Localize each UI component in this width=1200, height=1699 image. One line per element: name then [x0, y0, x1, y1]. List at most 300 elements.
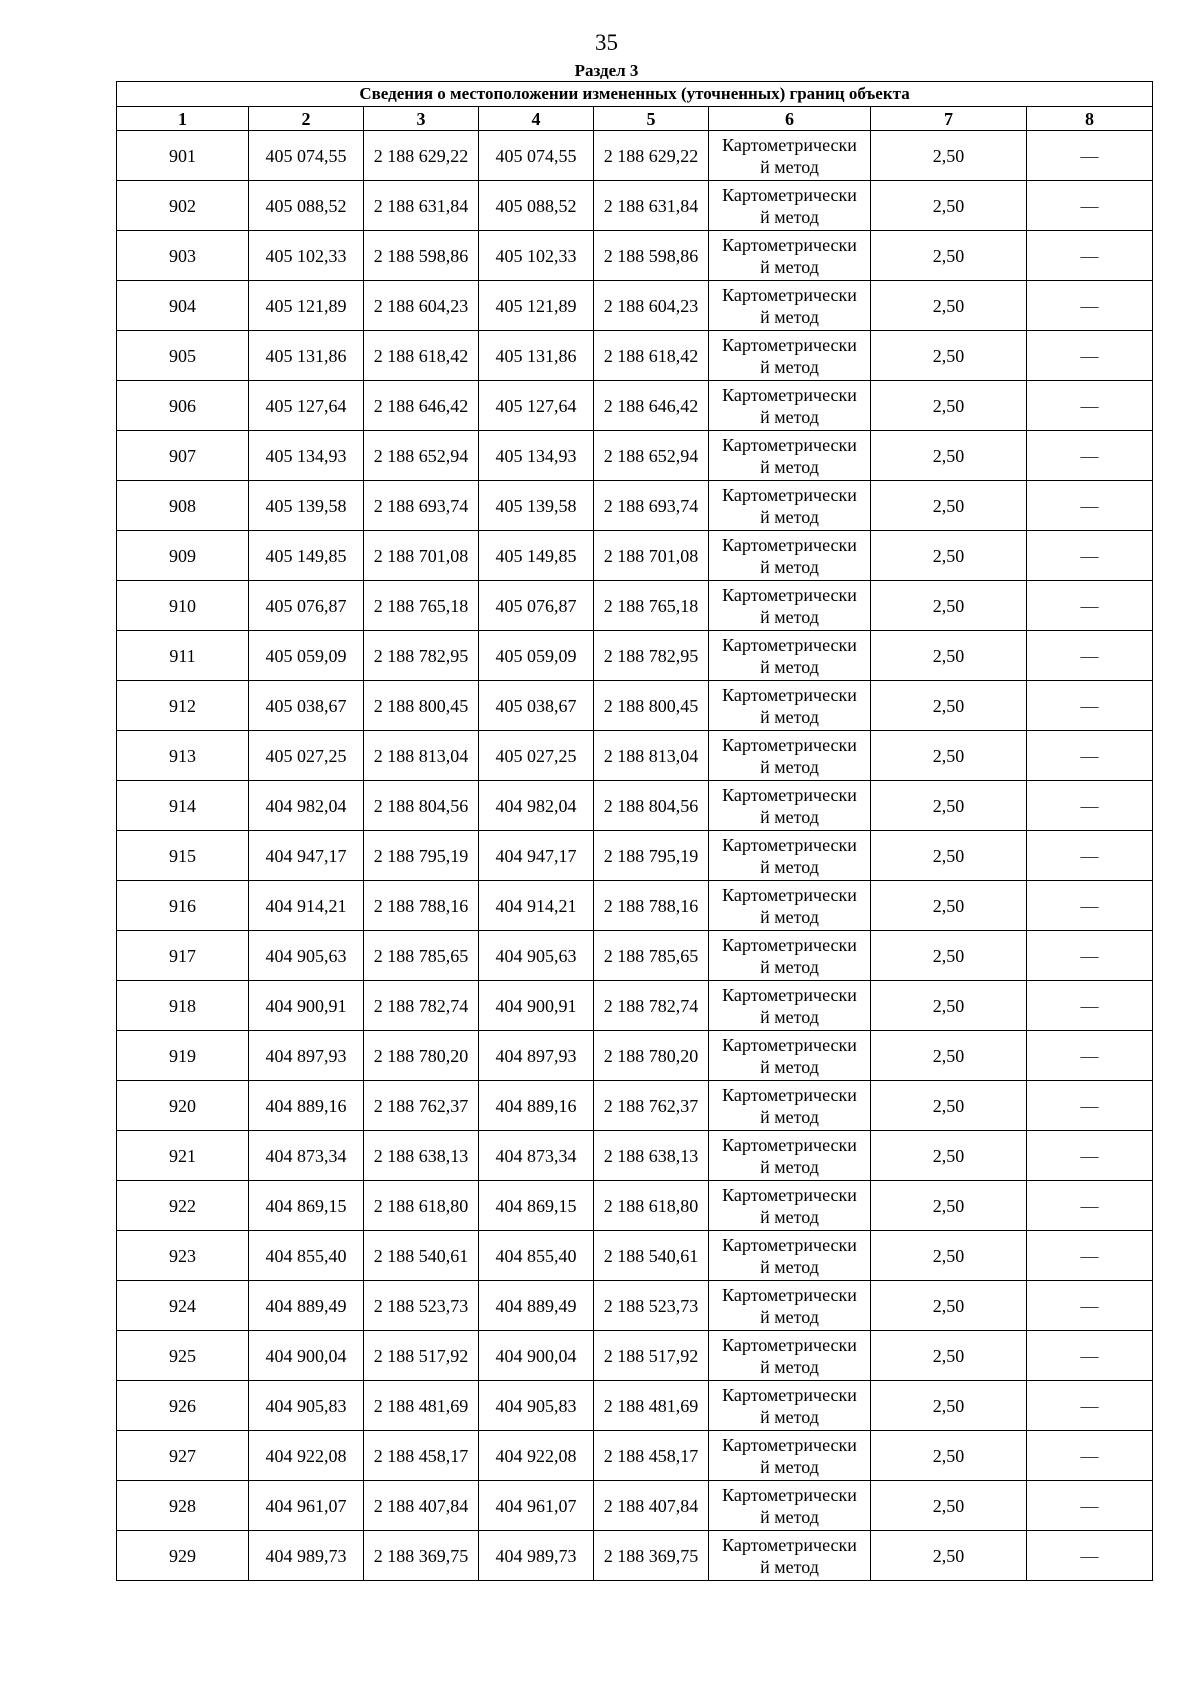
- y-coordinate-old-cell: 2 188 631,84: [364, 181, 479, 231]
- method-text-line: й метод: [760, 156, 819, 177]
- y-coordinate-new-cell: 2 188 629,22: [594, 131, 709, 181]
- method-text-line: й метод: [760, 756, 819, 777]
- method-text-line: й метод: [760, 1056, 819, 1077]
- y-coordinate-new-cell: 2 188 598,86: [594, 231, 709, 281]
- point-number-cell: 928: [117, 1481, 249, 1531]
- point-number-cell: 909: [117, 531, 249, 581]
- y-coordinate-old-cell: 2 188 604,23: [364, 281, 479, 331]
- y-coordinate-new-cell: 2 188 369,75: [594, 1531, 709, 1581]
- method-cell: [709, 781, 871, 831]
- note-cell: —: [1027, 781, 1153, 831]
- method-text-line: й метод: [760, 1006, 819, 1027]
- x-coordinate-old-cell: 405 088,52: [249, 181, 364, 231]
- method-text-line: Картометрически: [722, 434, 857, 455]
- accuracy-cell: 2,50: [871, 581, 1027, 631]
- method-cell: [709, 531, 871, 581]
- note-cell: —: [1027, 731, 1153, 781]
- column-header: 8: [1027, 107, 1153, 131]
- method-text-line: Картометрически: [722, 584, 857, 605]
- note-cell: —: [1027, 1231, 1153, 1281]
- y-coordinate-new-cell: 2 188 523,73: [594, 1281, 709, 1331]
- method-cell: [709, 381, 871, 431]
- y-coordinate-old-cell: 2 188 765,18: [364, 581, 479, 631]
- x-coordinate-old-cell: 404 989,73: [249, 1531, 364, 1581]
- method-cell: [709, 1531, 871, 1581]
- note-cell: —: [1027, 1381, 1153, 1431]
- x-coordinate-old-cell: 404 914,21: [249, 881, 364, 931]
- accuracy-cell: 2,50: [871, 531, 1027, 581]
- point-number-cell: 919: [117, 1031, 249, 1081]
- method-text-line: Картометрически: [722, 1084, 857, 1105]
- method-cell: [709, 1131, 871, 1181]
- y-coordinate-new-cell: 2 188 813,04: [594, 731, 709, 781]
- x-coordinate-old-cell: 404 869,15: [249, 1181, 364, 1231]
- x-coordinate-old-cell: 404 905,83: [249, 1381, 364, 1431]
- y-coordinate-new-cell: 2 188 762,37: [594, 1081, 709, 1131]
- x-coordinate-old-cell: 404 982,04: [249, 781, 364, 831]
- point-number-cell: 912: [117, 681, 249, 731]
- note-cell: —: [1027, 181, 1153, 231]
- x-coordinate-old-cell: 405 102,33: [249, 231, 364, 281]
- method-text-line: Картометрически: [722, 1034, 857, 1055]
- note-cell: —: [1027, 1031, 1153, 1081]
- note-cell: —: [1027, 581, 1153, 631]
- table-row: [117, 381, 1153, 431]
- method-text-line: й метод: [760, 1156, 819, 1177]
- method-cell: [709, 1031, 871, 1081]
- y-coordinate-old-cell: 2 188 762,37: [364, 1081, 479, 1131]
- table-row: [117, 281, 1153, 331]
- method-text-line: Картометрически: [722, 1284, 857, 1305]
- point-number-cell: 914: [117, 781, 249, 831]
- x-coordinate-new-cell: 404 900,91: [479, 981, 594, 1031]
- x-coordinate-new-cell: 404 889,16: [479, 1081, 594, 1131]
- x-coordinate-new-cell: 405 102,33: [479, 231, 594, 281]
- y-coordinate-new-cell: 2 188 631,84: [594, 181, 709, 231]
- x-coordinate-new-cell: 404 905,83: [479, 1381, 594, 1431]
- y-coordinate-new-cell: 2 188 701,08: [594, 531, 709, 581]
- column-header: 7: [871, 107, 1027, 131]
- x-coordinate-old-cell: 404 889,49: [249, 1281, 364, 1331]
- point-number-cell: 927: [117, 1431, 249, 1481]
- x-coordinate-new-cell: 404 982,04: [479, 781, 594, 831]
- note-cell: —: [1027, 431, 1153, 481]
- accuracy-cell: 2,50: [871, 381, 1027, 431]
- y-coordinate-old-cell: 2 188 618,80: [364, 1181, 479, 1231]
- accuracy-cell: 2,50: [871, 1231, 1027, 1281]
- method-text-line: Картометрически: [722, 1534, 857, 1555]
- x-coordinate-new-cell: 405 134,93: [479, 431, 594, 481]
- y-coordinate-old-cell: 2 188 804,56: [364, 781, 479, 831]
- table-row: [117, 981, 1153, 1031]
- y-coordinate-new-cell: 2 188 517,92: [594, 1331, 709, 1381]
- method-text-line: й метод: [760, 556, 819, 577]
- x-coordinate-old-cell: 405 131,86: [249, 331, 364, 381]
- y-coordinate-old-cell: 2 188 629,22: [364, 131, 479, 181]
- section-title: Раздел 3: [574, 61, 639, 80]
- x-coordinate-old-cell: 405 149,85: [249, 531, 364, 581]
- y-coordinate-new-cell: 2 188 481,69: [594, 1381, 709, 1431]
- y-coordinate-old-cell: 2 188 598,86: [364, 231, 479, 281]
- method-cell: [709, 1331, 871, 1381]
- x-coordinate-old-cell: 404 889,16: [249, 1081, 364, 1131]
- y-coordinate-new-cell: 2 188 652,94: [594, 431, 709, 481]
- x-coordinate-old-cell: 404 873,34: [249, 1131, 364, 1181]
- column-header: 5: [594, 107, 709, 131]
- page-number: 35: [595, 30, 618, 55]
- method-text-line: й метод: [760, 1256, 819, 1277]
- note-cell: —: [1027, 881, 1153, 931]
- x-coordinate-new-cell: 404 873,34: [479, 1131, 594, 1181]
- method-text-line: й метод: [760, 706, 819, 727]
- note-cell: —: [1027, 531, 1153, 581]
- method-text-line: Картометрически: [722, 1384, 857, 1405]
- accuracy-cell: 2,50: [871, 981, 1027, 1031]
- method-text-line: й метод: [760, 1406, 819, 1427]
- accuracy-cell: 2,50: [871, 1181, 1027, 1231]
- table-row: [117, 1381, 1153, 1431]
- point-number-cell: 910: [117, 581, 249, 631]
- x-coordinate-old-cell: 405 074,55: [249, 131, 364, 181]
- note-cell: —: [1027, 1431, 1153, 1481]
- method-cell: [709, 1431, 871, 1481]
- accuracy-cell: 2,50: [871, 731, 1027, 781]
- x-coordinate-old-cell: 404 905,63: [249, 931, 364, 981]
- method-cell: [709, 1381, 871, 1431]
- table-row: [117, 631, 1153, 681]
- method-text-line: Картометрически: [722, 134, 857, 155]
- y-coordinate-new-cell: 2 188 693,74: [594, 481, 709, 531]
- x-coordinate-old-cell: 405 139,58: [249, 481, 364, 531]
- accuracy-cell: 2,50: [871, 781, 1027, 831]
- x-coordinate-new-cell: 404 889,49: [479, 1281, 594, 1331]
- y-coordinate-new-cell: 2 188 540,61: [594, 1231, 709, 1281]
- x-coordinate-new-cell: 404 900,04: [479, 1331, 594, 1381]
- point-number-cell: 904: [117, 281, 249, 331]
- y-coordinate-old-cell: 2 188 782,74: [364, 981, 479, 1031]
- y-coordinate-old-cell: 2 188 458,17: [364, 1431, 479, 1481]
- y-coordinate-new-cell: 2 188 800,45: [594, 681, 709, 731]
- y-coordinate-old-cell: 2 188 646,42: [364, 381, 479, 431]
- table-row: [117, 831, 1153, 881]
- y-coordinate-old-cell: 2 188 652,94: [364, 431, 479, 481]
- method-text-line: Картометрически: [722, 784, 857, 805]
- accuracy-cell: 2,50: [871, 1531, 1027, 1581]
- y-coordinate-new-cell: 2 188 788,16: [594, 881, 709, 931]
- method-text-line: Картометрически: [722, 734, 857, 755]
- y-coordinate-old-cell: 2 188 540,61: [364, 1231, 479, 1281]
- table-row: [117, 1531, 1153, 1581]
- method-text-line: Картометрически: [722, 384, 857, 405]
- table-row: [117, 231, 1153, 281]
- point-number-cell: 926: [117, 1381, 249, 1431]
- point-number-cell: 918: [117, 981, 249, 1031]
- table-row: [117, 781, 1153, 831]
- table-row: [117, 1131, 1153, 1181]
- y-coordinate-new-cell: 2 188 407,84: [594, 1481, 709, 1531]
- y-coordinate-old-cell: 2 188 523,73: [364, 1281, 479, 1331]
- table-row: [117, 1281, 1153, 1331]
- note-cell: —: [1027, 681, 1153, 731]
- method-cell: [709, 181, 871, 231]
- method-cell: [709, 431, 871, 481]
- method-text-line: й метод: [760, 406, 819, 427]
- note-cell: —: [1027, 1181, 1153, 1231]
- accuracy-cell: 2,50: [871, 1081, 1027, 1131]
- table-caption: Сведения о местоположении измененных (уточненных) границ объекта: [117, 82, 1153, 107]
- x-coordinate-new-cell: 405 127,64: [479, 381, 594, 431]
- point-number-cell: 903: [117, 231, 249, 281]
- column-header: 1: [117, 107, 249, 131]
- method-text-line: Картометрически: [722, 634, 857, 655]
- table-row: [117, 1331, 1153, 1381]
- accuracy-cell: 2,50: [871, 431, 1027, 481]
- table-row: [117, 581, 1153, 631]
- table-row: [117, 531, 1153, 581]
- method-text-line: Картометрически: [722, 1184, 857, 1205]
- x-coordinate-old-cell: 404 900,04: [249, 1331, 364, 1381]
- x-coordinate-new-cell: 405 027,25: [479, 731, 594, 781]
- method-cell: [709, 231, 871, 281]
- method-text-line: Картометрически: [722, 684, 857, 705]
- y-coordinate-new-cell: 2 188 458,17: [594, 1431, 709, 1481]
- method-cell: [709, 881, 871, 931]
- x-coordinate-new-cell: 404 914,21: [479, 881, 594, 931]
- x-coordinate-new-cell: 405 139,58: [479, 481, 594, 531]
- x-coordinate-old-cell: 405 027,25: [249, 731, 364, 781]
- method-text-line: Картометрически: [722, 534, 857, 555]
- accuracy-cell: 2,50: [871, 331, 1027, 381]
- note-cell: —: [1027, 1331, 1153, 1381]
- method-cell: [709, 1231, 871, 1281]
- y-coordinate-new-cell: 2 188 638,13: [594, 1131, 709, 1181]
- y-coordinate-old-cell: 2 188 795,19: [364, 831, 479, 881]
- method-cell: [709, 131, 871, 181]
- x-coordinate-old-cell: 404 922,08: [249, 1431, 364, 1481]
- point-number-cell: 913: [117, 731, 249, 781]
- y-coordinate-new-cell: 2 188 780,20: [594, 1031, 709, 1081]
- note-cell: —: [1027, 231, 1153, 281]
- method-text-line: Картометрически: [722, 484, 857, 505]
- accuracy-cell: 2,50: [871, 281, 1027, 331]
- table-row: [117, 1481, 1153, 1531]
- point-number-cell: 917: [117, 931, 249, 981]
- accuracy-cell: 2,50: [871, 231, 1027, 281]
- method-text-line: й метод: [760, 306, 819, 327]
- accuracy-cell: 2,50: [871, 131, 1027, 181]
- y-coordinate-new-cell: 2 188 646,42: [594, 381, 709, 431]
- method-text-line: й метод: [760, 256, 819, 277]
- method-cell: [709, 331, 871, 381]
- method-text-line: й метод: [760, 456, 819, 477]
- method-text-line: й метод: [760, 1506, 819, 1527]
- boundary-coordinates-table: [116, 81, 1153, 1581]
- y-coordinate-old-cell: 2 188 782,95: [364, 631, 479, 681]
- method-text-line: Картометрически: [722, 1334, 857, 1355]
- x-coordinate-old-cell: 405 059,09: [249, 631, 364, 681]
- column-number-header-row: [117, 107, 1153, 131]
- y-coordinate-old-cell: 2 188 701,08: [364, 531, 479, 581]
- method-text-line: Картометрически: [722, 234, 857, 255]
- point-number-cell: 916: [117, 881, 249, 931]
- method-text-line: Картометрически: [722, 334, 857, 355]
- note-cell: —: [1027, 981, 1153, 1031]
- accuracy-cell: 2,50: [871, 681, 1027, 731]
- method-text-line: Картометрически: [722, 284, 857, 305]
- point-number-cell: 922: [117, 1181, 249, 1231]
- x-coordinate-new-cell: 404 989,73: [479, 1531, 594, 1581]
- method-text-line: й метод: [760, 1556, 819, 1577]
- y-coordinate-old-cell: 2 188 780,20: [364, 1031, 479, 1081]
- y-coordinate-old-cell: 2 188 369,75: [364, 1531, 479, 1581]
- column-header: 4: [479, 107, 594, 131]
- y-coordinate-old-cell: 2 188 481,69: [364, 1381, 479, 1431]
- method-text-line: й метод: [760, 1456, 819, 1477]
- method-cell: [709, 1181, 871, 1231]
- point-number-cell: 901: [117, 131, 249, 181]
- note-cell: —: [1027, 1481, 1153, 1531]
- y-coordinate-new-cell: 2 188 782,95: [594, 631, 709, 681]
- note-cell: —: [1027, 831, 1153, 881]
- y-coordinate-new-cell: 2 188 795,19: [594, 831, 709, 881]
- column-header: 3: [364, 107, 479, 131]
- method-cell: [709, 481, 871, 531]
- note-cell: —: [1027, 131, 1153, 181]
- method-text-line: й метод: [760, 1206, 819, 1227]
- column-header: 2: [249, 107, 364, 131]
- method-text-line: Картометрически: [722, 1484, 857, 1505]
- method-cell: [709, 1281, 871, 1331]
- method-cell: [709, 1481, 871, 1531]
- method-text-line: Картометрически: [722, 1134, 857, 1155]
- point-number-cell: 915: [117, 831, 249, 881]
- x-coordinate-new-cell: 405 059,09: [479, 631, 594, 681]
- x-coordinate-new-cell: 405 121,89: [479, 281, 594, 331]
- table-row: [117, 131, 1153, 181]
- y-coordinate-old-cell: 2 188 813,04: [364, 731, 479, 781]
- method-cell: [709, 631, 871, 681]
- table-row: [117, 431, 1153, 481]
- y-coordinate-new-cell: 2 188 618,42: [594, 331, 709, 381]
- method-cell: [709, 281, 871, 331]
- x-coordinate-new-cell: 404 869,15: [479, 1181, 594, 1231]
- method-cell: [709, 831, 871, 881]
- method-cell: [709, 681, 871, 731]
- accuracy-cell: 2,50: [871, 481, 1027, 531]
- note-cell: —: [1027, 631, 1153, 681]
- accuracy-cell: 2,50: [871, 1131, 1027, 1181]
- table-row: [117, 1031, 1153, 1081]
- method-text-line: й метод: [760, 606, 819, 627]
- x-coordinate-new-cell: 404 961,07: [479, 1481, 594, 1531]
- method-cell: [709, 981, 871, 1031]
- table-row: [117, 931, 1153, 981]
- note-cell: —: [1027, 281, 1153, 331]
- accuracy-cell: 2,50: [871, 1331, 1027, 1381]
- x-coordinate-new-cell: 405 038,67: [479, 681, 594, 731]
- method-text-line: й метод: [760, 206, 819, 227]
- accuracy-cell: 2,50: [871, 1431, 1027, 1481]
- y-coordinate-new-cell: 2 188 765,18: [594, 581, 709, 631]
- y-coordinate-old-cell: 2 188 785,65: [364, 931, 479, 981]
- x-coordinate-old-cell: 404 900,91: [249, 981, 364, 1031]
- accuracy-cell: 2,50: [871, 631, 1027, 681]
- method-text-line: й метод: [760, 956, 819, 977]
- method-text-line: й метод: [760, 656, 819, 677]
- y-coordinate-new-cell: 2 188 604,23: [594, 281, 709, 331]
- x-coordinate-new-cell: 404 855,40: [479, 1231, 594, 1281]
- accuracy-cell: 2,50: [871, 1031, 1027, 1081]
- accuracy-cell: 2,50: [871, 1381, 1027, 1431]
- method-text-line: Картометрически: [722, 1234, 857, 1255]
- x-coordinate-new-cell: 405 074,55: [479, 131, 594, 181]
- y-coordinate-new-cell: 2 188 785,65: [594, 931, 709, 981]
- method-text-line: й метод: [760, 1106, 819, 1127]
- x-coordinate-new-cell: 405 131,86: [479, 331, 594, 381]
- y-coordinate-old-cell: 2 188 407,84: [364, 1481, 479, 1531]
- method-text-line: Картометрически: [722, 884, 857, 905]
- x-coordinate-old-cell: 404 947,17: [249, 831, 364, 881]
- x-coordinate-new-cell: 405 088,52: [479, 181, 594, 231]
- method-cell: [709, 731, 871, 781]
- method-text-line: й метод: [760, 1356, 819, 1377]
- y-coordinate-new-cell: 2 188 804,56: [594, 781, 709, 831]
- table-row: [117, 1231, 1153, 1281]
- note-cell: —: [1027, 331, 1153, 381]
- y-coordinate-new-cell: 2 188 782,74: [594, 981, 709, 1031]
- x-coordinate-old-cell: 404 961,07: [249, 1481, 364, 1531]
- x-coordinate-new-cell: 404 897,93: [479, 1031, 594, 1081]
- x-coordinate-new-cell: 405 076,87: [479, 581, 594, 631]
- method-cell: [709, 1081, 871, 1131]
- table-row: [117, 1181, 1153, 1231]
- point-number-cell: 908: [117, 481, 249, 531]
- note-cell: —: [1027, 1081, 1153, 1131]
- note-cell: —: [1027, 481, 1153, 531]
- y-coordinate-old-cell: 2 188 788,16: [364, 881, 479, 931]
- method-text-line: Картометрически: [722, 834, 857, 855]
- method-text-line: Картометрически: [722, 1434, 857, 1455]
- y-coordinate-old-cell: 2 188 517,92: [364, 1331, 479, 1381]
- note-cell: —: [1027, 1531, 1153, 1581]
- x-coordinate-old-cell: 405 127,64: [249, 381, 364, 431]
- point-number-cell: 920: [117, 1081, 249, 1131]
- accuracy-cell: 2,50: [871, 181, 1027, 231]
- point-number-cell: 925: [117, 1331, 249, 1381]
- table-caption-row: [117, 82, 1153, 107]
- point-number-cell: 929: [117, 1531, 249, 1581]
- accuracy-cell: 2,50: [871, 1281, 1027, 1331]
- table-row: [117, 681, 1153, 731]
- table-row: [117, 1081, 1153, 1131]
- x-coordinate-old-cell: 405 121,89: [249, 281, 364, 331]
- column-header: 6: [709, 107, 871, 131]
- x-coordinate-old-cell: 405 038,67: [249, 681, 364, 731]
- point-number-cell: 923: [117, 1231, 249, 1281]
- x-coordinate-new-cell: 405 149,85: [479, 531, 594, 581]
- method-text-line: й метод: [760, 1306, 819, 1327]
- point-number-cell: 907: [117, 431, 249, 481]
- method-text-line: й метод: [760, 506, 819, 527]
- point-number-cell: 921: [117, 1131, 249, 1181]
- method-text-line: Картометрически: [722, 934, 857, 955]
- accuracy-cell: 2,50: [871, 1481, 1027, 1531]
- table-row: [117, 481, 1153, 531]
- table-row: [117, 331, 1153, 381]
- note-cell: —: [1027, 381, 1153, 431]
- y-coordinate-old-cell: 2 188 618,42: [364, 331, 479, 381]
- note-cell: —: [1027, 1131, 1153, 1181]
